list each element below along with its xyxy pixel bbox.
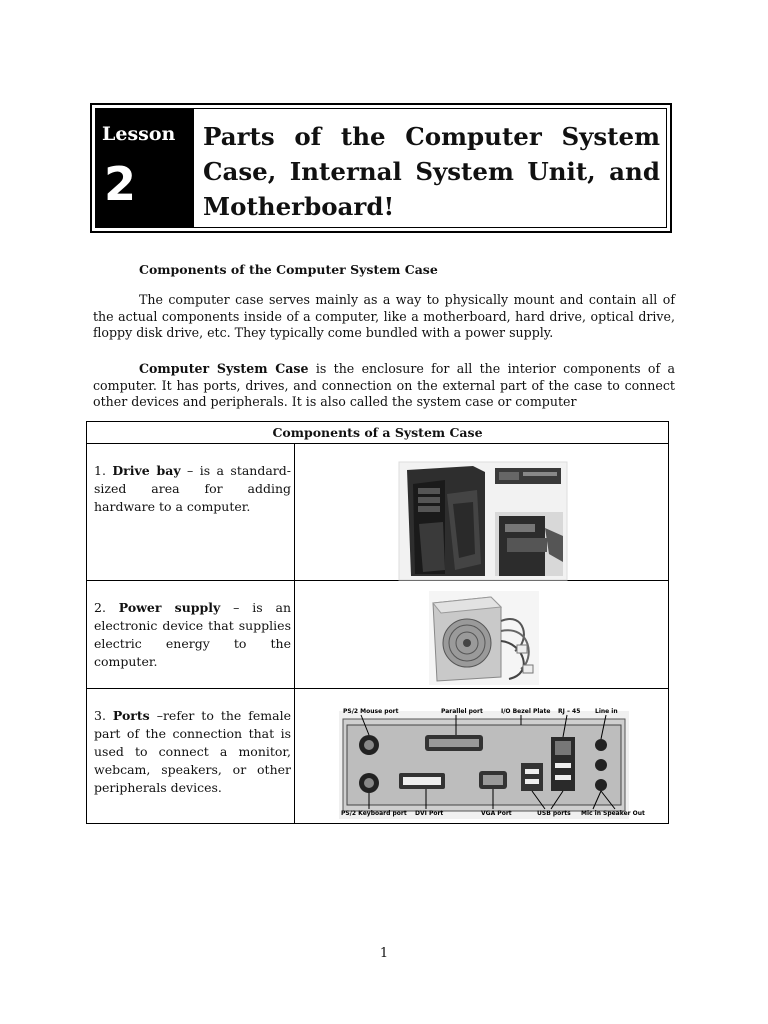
section-heading: Components of the Computer System Case xyxy=(139,262,438,277)
drive-bay-image xyxy=(295,444,669,581)
row-number: 1. xyxy=(94,463,113,478)
row-term: Power supply xyxy=(118,600,221,615)
lesson-header xyxy=(90,103,672,233)
power-supply-image xyxy=(295,581,669,689)
row-number: 2. xyxy=(94,600,119,615)
label-usb: USB ports xyxy=(537,810,571,817)
label-ps2-mouse: PS/2 Mouse port xyxy=(343,708,399,715)
row-text: – is a standard-sized area for adding hardware to a computer. xyxy=(94,463,291,514)
page-title: Parts of the Computer System Case, Internal System Unit, and Motherboard! xyxy=(203,122,660,221)
page-number: 1 xyxy=(379,946,389,961)
power-supply-description xyxy=(87,581,295,688)
row-term: Ports xyxy=(112,708,150,723)
label-dvi: DVI Port xyxy=(415,810,444,817)
row-term: Drive bay xyxy=(112,463,181,478)
drive-bay-image-cell xyxy=(295,444,669,580)
definition-paragraph xyxy=(93,361,675,411)
ports-description xyxy=(87,689,295,823)
lesson-badge xyxy=(96,109,192,227)
drive-bay-description xyxy=(87,444,295,580)
label-io-bezel: I/O Bezel Plate xyxy=(501,708,551,715)
ports-diagram xyxy=(295,689,669,823)
row-text: –refer to the female part of the connection that is used to connect a monitor, webcam, speakers, or other peripherals devices. xyxy=(94,708,291,795)
label-parallel: Parallel port xyxy=(441,708,483,715)
definition-text: is the enclosure for all the interior components of a computer. It has ports, drives, and connection on the external part of the case to connect other devices and peripherals. It is also called the system case or computer xyxy=(93,361,675,409)
lesson-header-inner xyxy=(95,108,667,228)
lesson-number: 2 xyxy=(104,157,137,211)
label-vga: VGA Port xyxy=(481,810,512,817)
table-heading: Components of a System Case xyxy=(87,422,668,444)
table-row xyxy=(87,444,668,581)
label-mic-in: Mic in xyxy=(581,810,602,817)
row-text: – is an electronic device that supplies electric energy to the computer. xyxy=(94,600,291,669)
definition-term: Computer System Case xyxy=(139,361,309,376)
label-speaker-out: Speaker Out xyxy=(603,810,645,817)
power-supply-image-cell xyxy=(295,581,669,688)
lesson-label: Lesson xyxy=(102,123,176,145)
row-number: 3. xyxy=(94,708,113,723)
intro-paragraph: The computer case serves mainly as a way to physically mount and contain all of the actual components inside of a computer, like a motherboard, hard drive, optical drive, floppy disk drive, etc. They typically come bundled with a power supply. xyxy=(93,292,675,340)
table-row xyxy=(87,581,668,689)
components-table xyxy=(86,421,669,824)
ports-image-cell xyxy=(295,689,669,823)
table-row xyxy=(87,689,668,823)
label-rj45: RJ – 45 xyxy=(558,708,581,715)
label-line-in: Line in xyxy=(595,708,618,715)
label-ps2-keyboard: PS/2 Keyboard port xyxy=(341,810,407,817)
title-cell xyxy=(192,109,666,227)
